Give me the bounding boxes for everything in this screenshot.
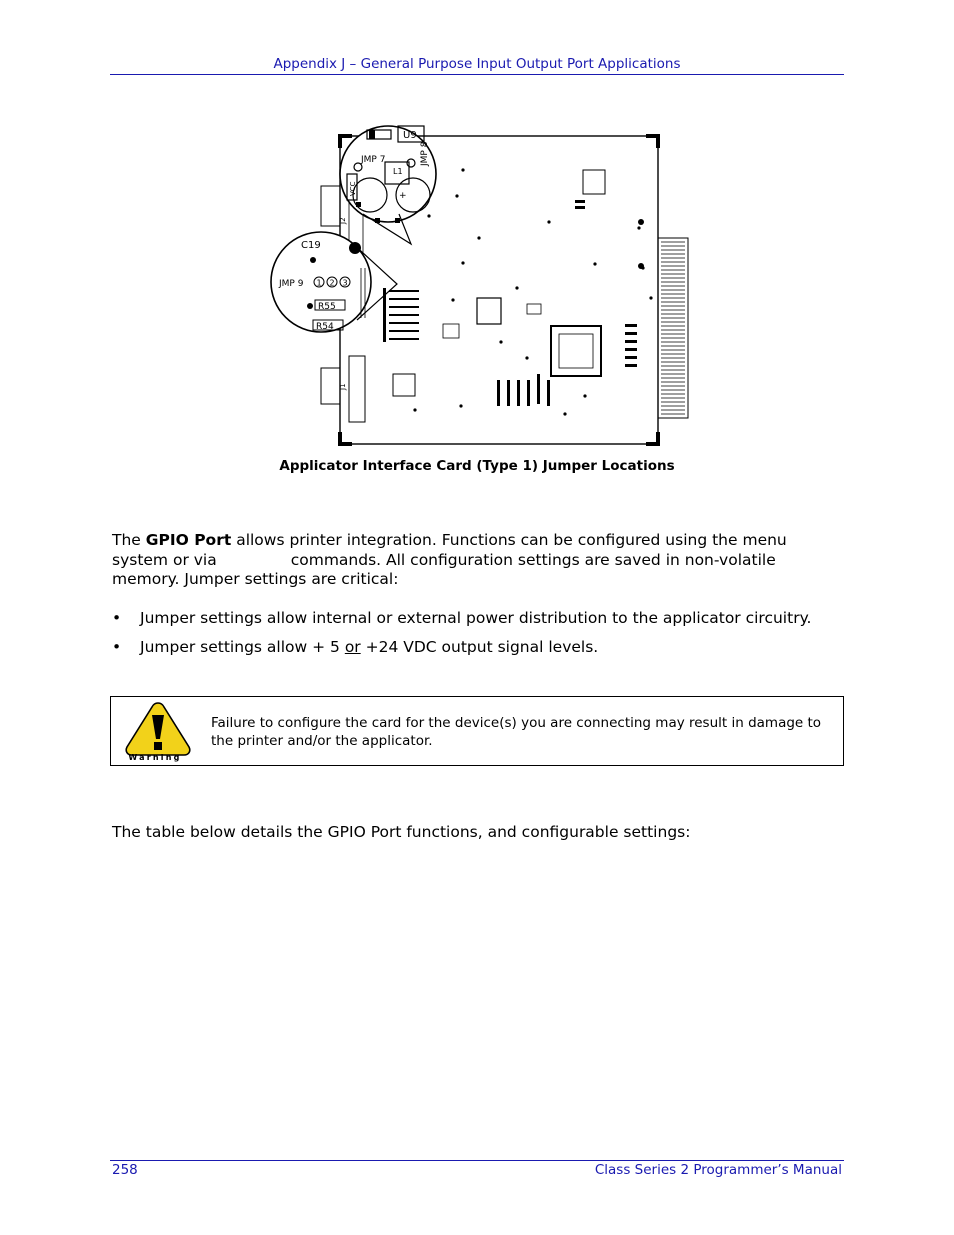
para-prefix: The bbox=[112, 531, 146, 549]
table-intro-text: The table below details the GPIO Port functions, and configurable settings: bbox=[112, 823, 691, 841]
c19-label: C19 bbox=[301, 240, 321, 251]
running-header: Appendix J – General Purpose Input Output Port Applications bbox=[273, 56, 681, 72]
para-line2a: system or via bbox=[112, 550, 217, 569]
footer-rule bbox=[110, 1160, 844, 1161]
bullet-text: Jumper settings allow internal or external power distribution to the applicator circuitry. bbox=[140, 609, 812, 627]
u9-label: U9 bbox=[403, 130, 417, 141]
warning-label: Warning bbox=[128, 753, 182, 762]
figure-caption: Applicator Interface Card (Type 1) Jumper Locations bbox=[279, 458, 675, 474]
pin3-label: 3 bbox=[342, 278, 348, 288]
warning-box bbox=[110, 696, 844, 766]
r55-label: R55 bbox=[318, 302, 336, 312]
vcc-label: VCC bbox=[349, 181, 357, 196]
plus-label: + bbox=[399, 191, 407, 201]
j1-label: J1 bbox=[339, 383, 347, 390]
header-rule bbox=[110, 74, 844, 75]
jmp9-label: JMP 9 bbox=[279, 279, 304, 289]
underlined-or: or bbox=[344, 638, 361, 656]
jmp8-label: JMP 8 bbox=[420, 141, 430, 166]
pin2-label: 2 bbox=[329, 278, 335, 288]
bullet-marker: • bbox=[112, 609, 122, 627]
manual-title: Class Series 2 Programmer’s Manual bbox=[594, 1162, 842, 1178]
jumper-locations-figure bbox=[265, 118, 695, 450]
page-number: 258 bbox=[112, 1162, 138, 1178]
bullet-text: Jumper settings allow + 5 or +24 VDC output signal levels. bbox=[140, 638, 599, 656]
jmp7-label: JMP 7 bbox=[361, 155, 386, 165]
warning-text: Failure to configure the card for the device(s) you are connecting may result in damage to the printer and/or the applicator. bbox=[211, 715, 822, 749]
gpio-intro-paragraph bbox=[112, 531, 832, 590]
gpio-port-term: GPIO Port bbox=[145, 531, 232, 549]
bullet-marker: • bbox=[112, 638, 122, 656]
j2-label: J2 bbox=[339, 217, 347, 224]
pin1-label: 1 bbox=[316, 278, 322, 288]
para-line1: allows printer integration. Functions can be configured using the menu bbox=[231, 531, 787, 549]
para-line3: memory. Jumper settings are critical: bbox=[112, 570, 399, 588]
para-line2b: commands. All configuration settings are saved in non-volatile bbox=[290, 550, 776, 569]
r54-label: R54 bbox=[316, 322, 334, 332]
l1-label: L1 bbox=[393, 167, 403, 176]
